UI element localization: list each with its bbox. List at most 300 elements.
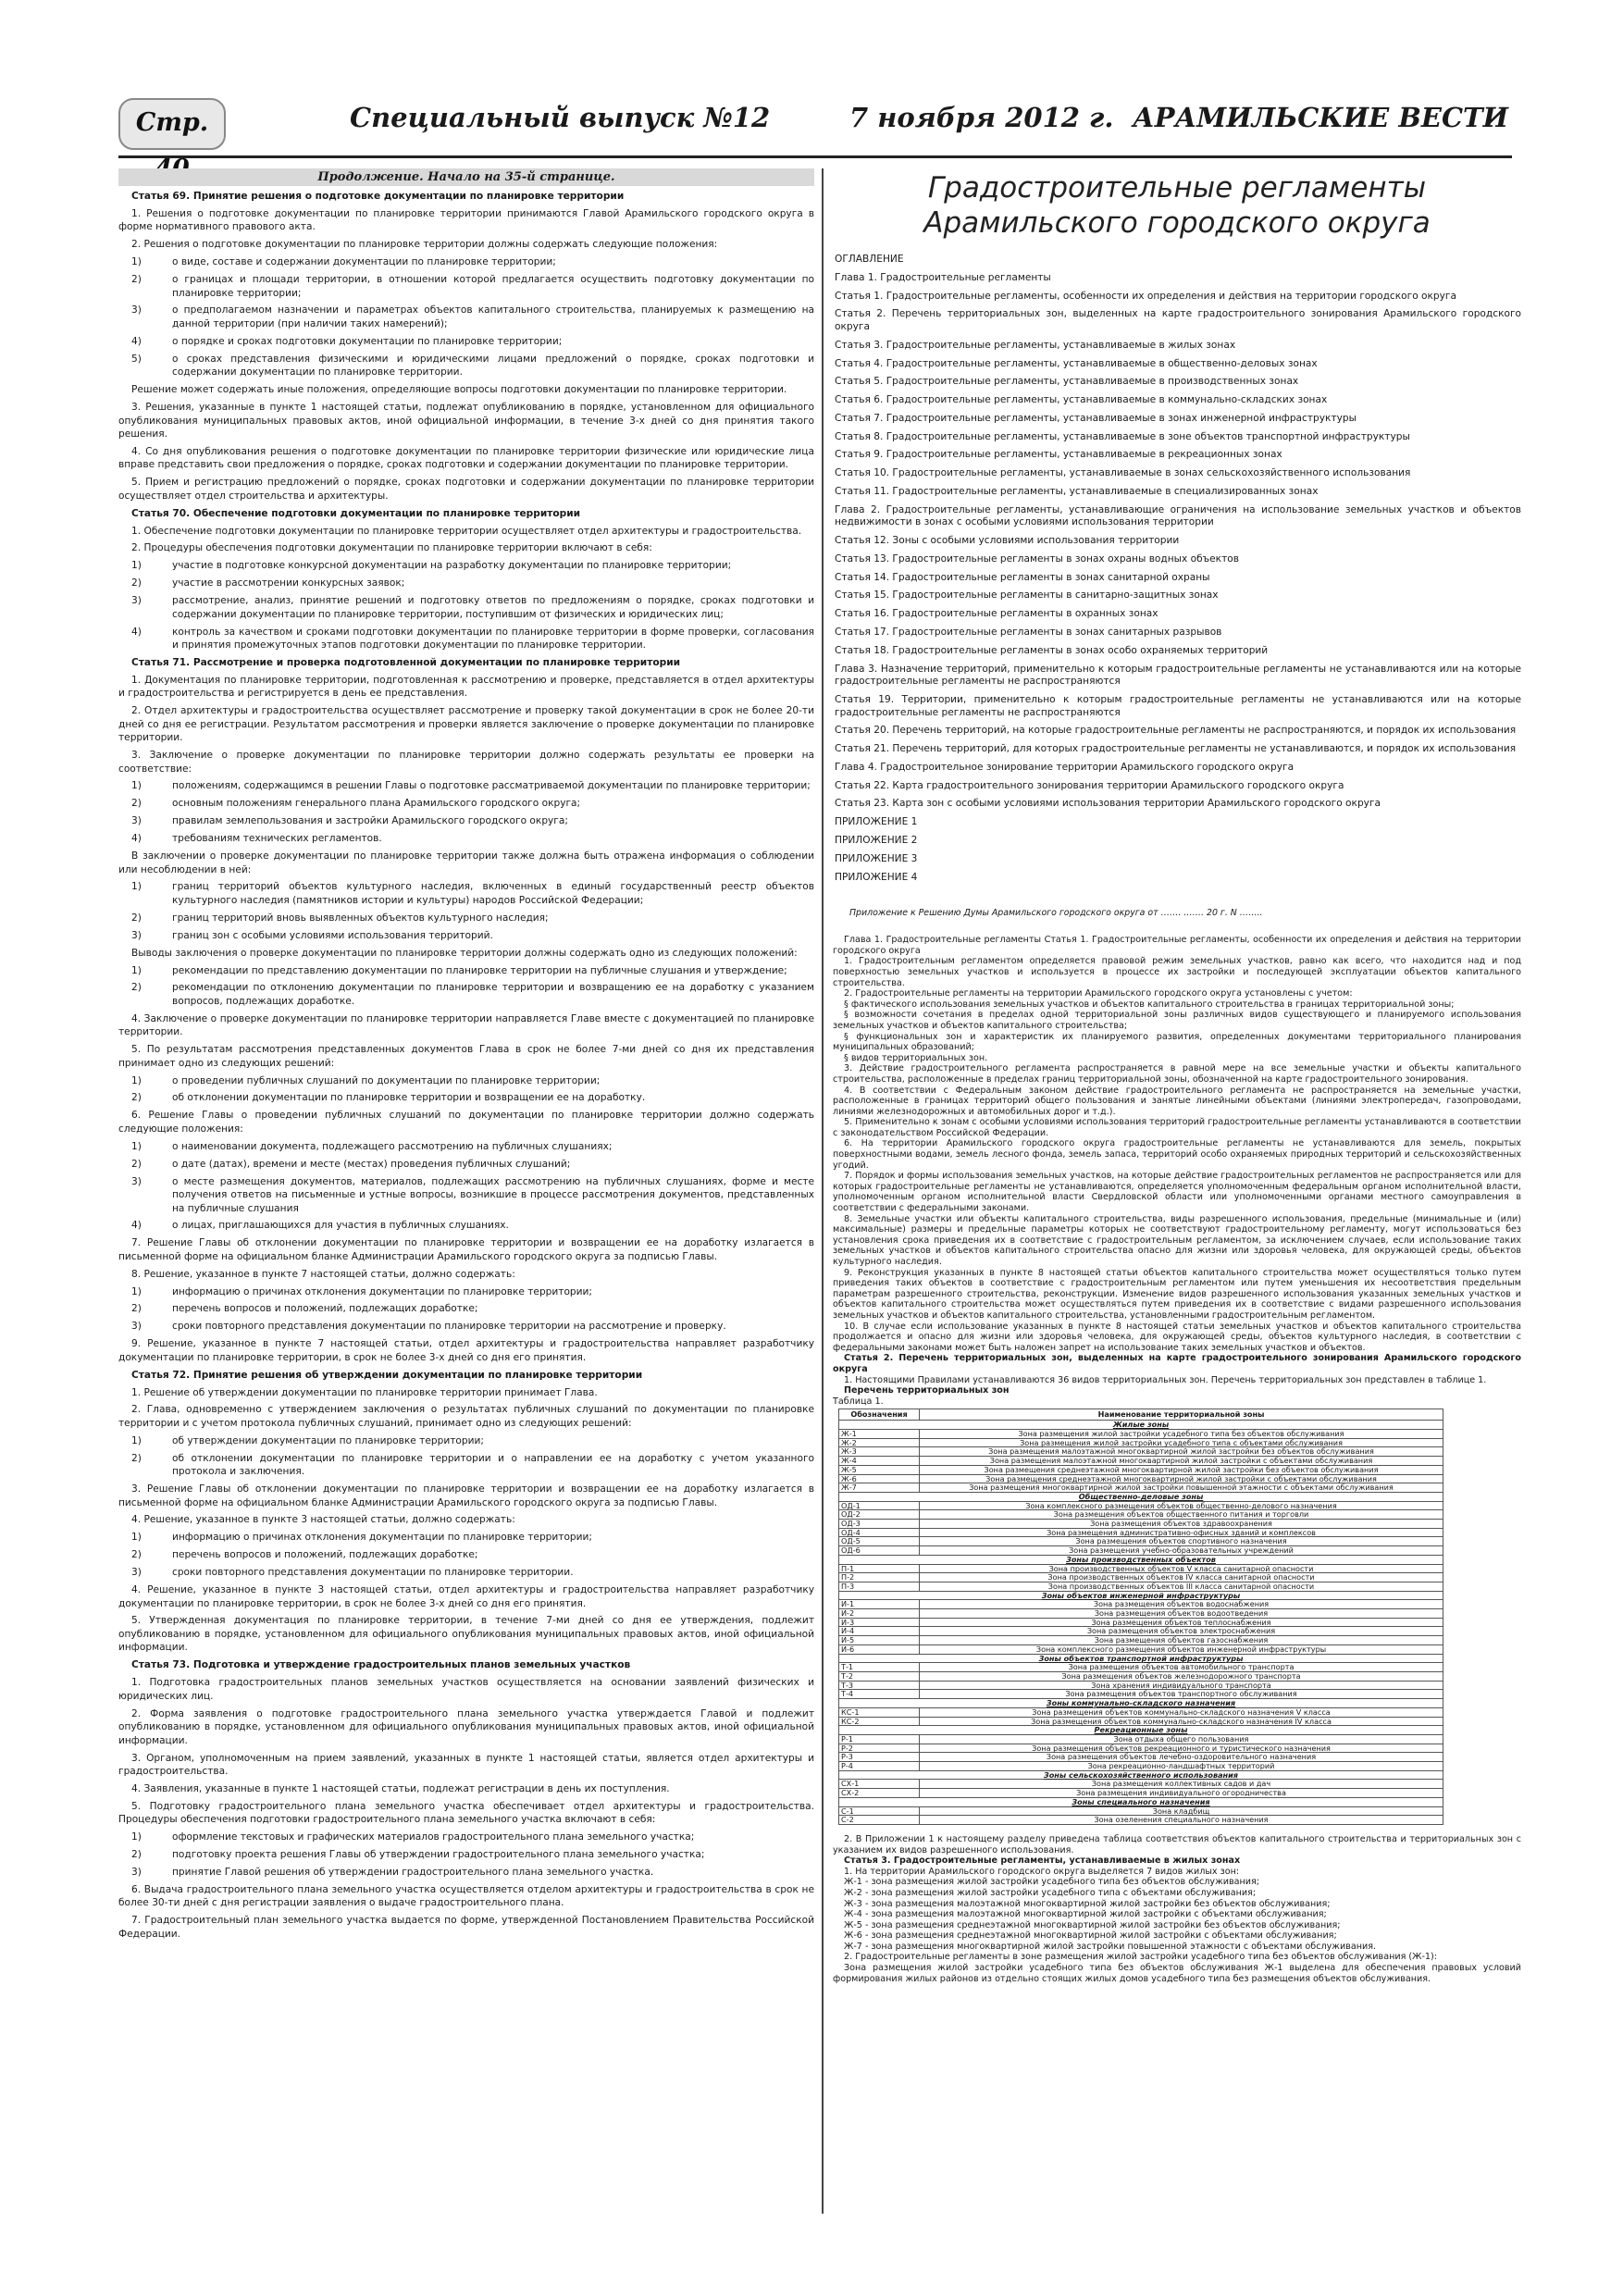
paragraph: § возможности сочетания в пределах одной территориальной зоны различных видов существующего и планируемого использования земельных участков и объектов капитального строительства; [833, 1010, 1521, 1031]
document-title-line-2: Арамильского городского округа [923, 206, 1431, 240]
paragraph: 7. Порядок и формы использования земельных участков, на которые действие градостроительных регламентов не распространяется или для которых градостроительные регламенты не устанавливаются, определяется уполномоченным федеральным органом исполнительной власти, уполномоченным органом исполнительной власти Свердловской области или уполномоченными органами местного самоуправления в соответствии с федеральными законами. [833, 1171, 1521, 1214]
list-item-number: 2) [131, 1549, 142, 1561]
zone-name: Зона хранения индивидуального транспорта [920, 1681, 1443, 1690]
paragraph: 4. Заключение о проверке документации по планировке территории направляется Главе вместе с документацией по планировке территории. [118, 1012, 814, 1038]
paragraph: 1. Настоящими Правилами устанавливаются 36 видов территориальных зон. Перечень территориальных зон представлен в таблице 1. [844, 1374, 1487, 1385]
list-item-text: основным положениям генерального плана Арамильского городского округа; [172, 798, 581, 810]
zone-name: Зона отдыха общего пользования [920, 1734, 1443, 1744]
zone-name: Зона размещения жилой застройки усадебного типа без объектов обслуживания [920, 1430, 1443, 1439]
list-item [118, 353, 814, 379]
zone-group-title: Зоны производственных объектов [839, 1555, 1443, 1564]
table-row [839, 1734, 1443, 1744]
zone-code: П-1 [839, 1564, 920, 1573]
table-row [839, 1609, 1443, 1619]
zone-code: Ж-1 [839, 1430, 920, 1439]
list-item-text: сроки повторного представления документации по планировке территории на рассмотрение и проверку. [172, 1321, 726, 1333]
list-item [118, 1175, 814, 1216]
paragraph: 3. Заключение о проверке документации по планировке территории должно содержать результаты ее проверки на соответствие: [118, 750, 814, 775]
toc-entry: Статья 12. Зоны с особыми условиями использования территории [835, 535, 1180, 547]
list-item [118, 577, 814, 590]
toc-entry: Статья 7. Градостроительные регламенты, устанавливаемые в зонах инженерной инфраструктуры [835, 412, 1357, 424]
list-item-text: о дате (датах), времени и месте (местах) проведения публичных слушаний; [172, 1158, 571, 1170]
zone-name: Зона размещения объектов спортивного назначения [920, 1537, 1443, 1546]
zone-code: Р-1 [839, 1734, 920, 1744]
zone-name: Зона размещения объектов общественного питания и торговли [920, 1510, 1443, 1520]
zone-name: Зона размещения объектов транспортного обслуживания [920, 1690, 1443, 1699]
zone-name: Зона размещения малоэтажной многоквартирной жилой застройки с объектами обслуживания [920, 1457, 1443, 1466]
list-item [118, 1452, 814, 1479]
list-item-number: 1) [131, 780, 142, 792]
list-item [118, 255, 814, 269]
paragraph: Ж-1 - зона размещения жилой застройки усадебного типа без объектов обслуживания; [844, 1877, 1259, 1888]
paragraph: 6. Решение Главы о проведении публичных слушаний по документации по планировке территории должно содержать следующие положения: [118, 1110, 814, 1135]
toc-entry: ОГЛАВЛЕНИЕ [835, 254, 904, 265]
table-header-code: Обозначения [839, 1409, 920, 1421]
toc-entry: Статья 15. Градостроительные регламенты в санитарно-защитных зонах [835, 590, 1219, 602]
list-item [118, 964, 814, 978]
table-group-row [839, 1555, 1443, 1564]
paragraph: Ж-2 - зона размещения жилой застройки усадебного типа с объектами обслуживания; [844, 1887, 1257, 1898]
zone-name: Зона производственных объектов III класса санитарной опасности [920, 1582, 1443, 1591]
paragraph: 2. Градостроительные регламенты на территории Арамильского городского округа установлены с учетом: [844, 988, 1353, 999]
toc-entry: ПРИЛОЖЕНИЕ 3 [835, 852, 918, 864]
zone-group-title: Зоны коммунально-складского назначения [839, 1699, 1443, 1708]
list-item [118, 832, 814, 846]
list-item [118, 1302, 814, 1316]
paragraph: 8. Решение, указанное в пункте 7 настоящей статьи, должно содержать: [131, 1268, 515, 1280]
list-item-text: о проведении публичных слушаний по документации по планировке территории; [172, 1074, 601, 1086]
article-heading: Статья 70. Обеспечение подготовки документации по планировке территории [131, 507, 581, 519]
column-divider [822, 168, 824, 2214]
list-item-text: подготовку проекта решения Главы об утверждении градостроительного плана земельного участка; [172, 1849, 705, 1861]
toc-entry: Статья 20. Перечень территорий, на которые градостроительные регламенты не распространяются, и порядок их использования [835, 725, 1517, 737]
toc-entry: Статья 19. Территории, применительно к которым градостроительные регламенты не устанавливаются или на которые градостроительные регламенты не распространяются [835, 693, 1521, 718]
zone-group-title: Зоны сельскохозяйственного использования [839, 1770, 1443, 1780]
list-item-number: 2) [131, 577, 142, 590]
issue-date: 7 ноября 2012 г. [849, 102, 1114, 133]
zone-group-title: Общественно-деловые зоны [839, 1492, 1443, 1501]
paragraph: 7. Решение Главы об отклонении документации по планировке территории и возвращении ее на доработку излагается в письменной форме на официальном бланке Администрации Арамильского городского округа за подписью Главы. [118, 1237, 814, 1262]
list-item-number: 1) [131, 1831, 142, 1843]
right-article-continuation [833, 1834, 1521, 1984]
list-item [118, 1074, 814, 1088]
paragraph: 5. Прием и регистрацию предложений о порядке, сроках подготовки и содержании документации по планировке территории осуществляет отдел строительства и архитектуры. [118, 477, 814, 502]
list-item-number: 1) [131, 1532, 142, 1544]
table-row [839, 1789, 1443, 1798]
paragraph: 2. Отдел архитектуры и градостроительства осуществляет рассмотрение и проверку такой документации в срок не более 20-ти дней со дня ее регистрации. Результатом рассмотрения и проверки является заключение о проверке документации по планировке территории. [118, 705, 814, 744]
zone-name: Зона размещения административно-офисных зданий и комплексов [920, 1528, 1443, 1537]
zone-code: И-2 [839, 1609, 920, 1619]
list-item [118, 304, 814, 330]
article-heading: Статья 2. Перечень территориальных зон, выделенных на карте градостроительного зонирования Арамильского городского округа [833, 1353, 1521, 1374]
left-article-body [118, 190, 814, 1941]
zone-code: ОД-3 [839, 1520, 920, 1529]
paragraph: Ж-4 - зона размещения малоэтажной многоквартирной жилой застройки с объектами обслуживания; [844, 1909, 1327, 1920]
paragraph: 9. Решение, указанное в пункте 7 настоящей статьи, отдел архитектуры и градостроительства направляет разработчику документации по планировке территории, в срок не более 3-х дней со дня его принятия. [118, 1338, 814, 1363]
zone-name: Зона комплексного размещения объектов инженерной инфраструктуры [920, 1644, 1443, 1654]
list-item-text: рекомендации по представлению документации по планировке территории на публичные слушания и утверждение; [172, 964, 787, 976]
list-item-text: требованиям технических регламентов. [172, 833, 382, 845]
toc-entry: Статья 8. Градостроительные регламенты, устанавливаемые в зоне объектов транспортной инфраструктуры [835, 430, 1410, 442]
zone-code: ОД-2 [839, 1510, 920, 1520]
article-heading: Статья 3. Градостроительные регламенты, устанавливаемые в жилых зонах [844, 1855, 1241, 1867]
list-item-text: информацию о причинах отклонения документации по планировке территории; [172, 1285, 592, 1297]
list-item-text: контроль за качеством и сроками подготовки документации по планировке территории в форме проверки, согласования и принятия промежуточных этапов подготовки документации по планировке территории. [172, 626, 814, 652]
zone-name: Зона озеленения специального назначения [920, 1816, 1443, 1825]
zone-name: Зона размещения жилой застройки усадебного типа с объектами обслуживания [920, 1438, 1443, 1447]
zone-code: Р-4 [839, 1762, 920, 1771]
list-item-number: 2) [131, 982, 142, 994]
masthead [118, 89, 1512, 158]
paragraph: § фактического использования земельных участков и объектов капитального строительства в границах территориальной зоны; [844, 999, 1455, 1010]
list-item-text: об отклонении документации по планировке территории и о направлении ее на доработку с учетом указанного протокола и заключения. [172, 1452, 814, 1478]
zone-group-title: Жилые зоны [839, 1421, 1443, 1430]
list-item [118, 1548, 814, 1562]
list-item-number: 3) [131, 929, 142, 941]
paragraph: Зона размещения жилой застройки усадебного типа без объектов обслуживания Ж-1 выделена для обеспечения правовых условий формирования жилых районов из отдельно стоящих жилых домов усадебного типа без размещения объектов обслуживания. [833, 1963, 1521, 1984]
list-item [118, 1285, 814, 1299]
table-row [839, 1636, 1443, 1645]
list-item [118, 1566, 814, 1580]
paragraph: 3. Действие градостроительного регламента распространяется в равной мере на все земельные участки и объекты капитального строительства, расположенные в пределах границ территориальной зоны, обозначенной на карте градостроительного зонирования. [833, 1063, 1521, 1085]
zone-code: С-1 [839, 1806, 920, 1816]
paragraph: Таблица 1. [833, 1396, 884, 1407]
toc-entry: Статья 9. Градостроительные регламенты, устанавливаемые в рекреационных зонах [835, 449, 1282, 461]
paragraph: 2. Процедуры обеспечения подготовки документации по планировке территории включают в себя: [131, 542, 652, 554]
toc-entry: Глава 2. Градостроительные регламенты, устанавливающие ограничения на использование земельных участков и объектов недвижимости в зонах с особыми условиями использования территории [835, 503, 1521, 528]
zone-code: КС-2 [839, 1717, 920, 1726]
table-group-row [839, 1797, 1443, 1806]
table-row [839, 1546, 1443, 1556]
toc-entry: Статья 6. Градостроительные регламенты, устанавливаемые в коммунально-складских зонах [835, 394, 1328, 406]
zone-name: Зона размещения объектов водоснабжения [920, 1600, 1443, 1609]
toc-entry: Статья 10. Градостроительные регламенты, устанавливаемые в зонах сельскохозяйственного использования [835, 467, 1411, 479]
paragraph: 7. Градостроительный план земельного участка выдается по форме, утвержденной Постановлением Правительства Российской Федерации. [118, 1915, 814, 1940]
list-item-number: 3) [131, 815, 142, 827]
list-item-number: 2) [131, 912, 142, 924]
list-item-text: перечень вопросов и положений, подлежащих доработке; [172, 1303, 478, 1315]
paragraph: 3. Решения, указанные в пункте 1 настоящей статьи, подлежат опубликованию в порядке, установленном для официального опубликования муниципальных правовых актов, иной официальной информации, в течение 3-х дней со дня принятия такого решения. [118, 402, 814, 441]
list-item [118, 814, 814, 828]
list-item-text: о виде, составе и содержании документации по планировке территории; [172, 256, 556, 268]
list-item [118, 594, 814, 621]
paragraph: 4. Заявления, указанные в пункте 1 настоящей статьи, подлежат регистрации в день их поступления. [131, 1782, 670, 1794]
zone-name: Зона размещения учебно-образовательных учреждений [920, 1546, 1443, 1556]
list-item [118, 1091, 814, 1105]
zone-group-title: Зоны объектов транспортной инфраструктуры [839, 1654, 1443, 1663]
list-item [118, 797, 814, 811]
paragraph: § видов территориальных зон. [844, 1052, 988, 1063]
zone-code: И-4 [839, 1627, 920, 1636]
table-row [839, 1672, 1443, 1682]
zone-code: Т-2 [839, 1672, 920, 1682]
list-item-number: 1) [131, 1140, 142, 1152]
list-item [118, 1848, 814, 1862]
table-row [839, 1457, 1443, 1466]
zone-code: Ж-3 [839, 1447, 920, 1457]
list-item-number: 3) [131, 1175, 142, 1187]
toc-entry: Глава 1. Градостроительные регламенты [835, 271, 1051, 283]
toc-entry: Статья 5. Градостроительные регламенты, устанавливаемые в производственных зонах [835, 376, 1299, 388]
toc-entry: Статья 21. Перечень территорий, для которых градостроительные регламенты не устанавливаются, и порядок их использования [835, 743, 1517, 755]
zone-code: П-3 [839, 1582, 920, 1591]
list-item [118, 1140, 814, 1154]
paragraph: 3. Органом, уполномоченным на прием заявлений, указанных в пункте 1 настоящей статьи, является отдел архитектуры и градостроительства. [118, 1752, 814, 1777]
zone-code: СХ-2 [839, 1789, 920, 1798]
list-item [118, 1320, 814, 1334]
table-row [839, 1483, 1443, 1493]
list-item-number: 4) [131, 833, 142, 845]
paragraph: 10. В случае если использование указанных в пункте 8 настоящей статьи земельных участков и объектов капитального строительства продолжается и опасно для жизни или здоровья человека, для окружающей среды, объектов культурного наследия, в соответствии с федеральными законами может быть наложен запрет на использование таких земельных участков и объектов. [833, 1321, 1521, 1353]
list-item-number: 3) [131, 304, 142, 316]
list-item [118, 1158, 814, 1172]
table-row [839, 1762, 1443, 1771]
article-heading: Статья 71. Рассмотрение и проверка подготовленной документации по планировке территории [131, 656, 681, 668]
paragraph: 2. Градостроительные регламенты в зоне размещения жилой застройки усадебного типа без объектов обслуживания (Ж-1): [844, 1952, 1438, 1963]
toc-entry: Статья 1. Градостроительные регламенты, особенности их определения и действия на территории городского округа [835, 290, 1456, 302]
list-item-number: 3) [131, 1567, 142, 1579]
list-item-text: участие в подготовке конкурсной документации на разработку документации по планировке территории; [172, 560, 732, 572]
list-item-text: оформление текстовых и графических материалов градостроительного плана земельного участка; [172, 1831, 695, 1843]
table-group-row [839, 1726, 1443, 1735]
list-item-number: 1) [131, 560, 142, 572]
zone-code: Т-4 [839, 1690, 920, 1699]
paragraph: 2. В Приложении 1 к настоящему разделу приведена таблица соответствия объектов капитального строительства и территориальных зон с указанием их видов разрешенного использования. [833, 1833, 1521, 1855]
zone-group-title: Зоны объектов инженерной инфраструктуры [839, 1591, 1443, 1600]
list-item [118, 880, 814, 907]
list-item-text: информацию о причинах отклонения документации по планировке территории; [172, 1532, 592, 1544]
zone-name: Зона размещения среднеэтажной многоквартирной жилой застройки с объектами обслуживания [920, 1474, 1443, 1483]
article-heading: Статья 69. Принятие решения о подготовке документации по планировке территории [131, 191, 625, 202]
zone-code: Т-1 [839, 1663, 920, 1672]
toc-entry: Статья 3. Градостроительные регламенты, устанавливаемые в жилых зонах [835, 339, 1236, 351]
table-header-name: Наименование территориальной зоны [920, 1409, 1443, 1421]
toc-entry: ПРИЛОЖЕНИЕ 4 [835, 871, 918, 883]
list-item-text: границ территорий вновь выявленных объектов культурного наследия; [172, 912, 549, 924]
paragraph: 4. Решение, указанное в пункте 3 настоящей статьи, отдел архитектуры и градостроительства направляет разработчику документации по планировке территории, в срок не более 3-х дней со дня его принятия. [118, 1584, 814, 1609]
zone-group-title: Рекреационные зоны [839, 1726, 1443, 1735]
list-item [118, 981, 814, 1008]
zone-code: ОД-4 [839, 1528, 920, 1537]
list-item-text: правилам землепользования и застройки Арамильского городского округа; [172, 815, 568, 827]
list-item-number: 3) [131, 595, 142, 607]
zone-group-title: Зоны специального назначения [839, 1797, 1443, 1806]
document-title-line-1: Градостроительные регламенты [927, 171, 1427, 205]
paragraph: § функциональных зон и характеристик их планируемого развития, определенных документами территориального планирования муниципальных образований; [833, 1031, 1521, 1053]
list-item-number: 5) [131, 353, 142, 365]
paragraph: Ж-5 - зона размещения среднеэтажной многоквартирной жилой застройки без объектов обслуживания; [844, 1919, 1341, 1930]
zone-code: И-5 [839, 1636, 920, 1645]
list-item-text: о лицах, приглашающихся для участия в публичных слушаниях. [172, 1220, 509, 1232]
list-item-number: 2) [131, 798, 142, 810]
zone-name: Зона размещения объектов коммунально-складского назначения IV класса [920, 1717, 1443, 1726]
zone-code: ОД-6 [839, 1546, 920, 1556]
toc-entry: Статья 11. Градостроительные регламенты, устанавливаемые в специализированных зонах [835, 485, 1319, 497]
list-item-text: участие в рассмотрении конкурсных заявок; [172, 577, 405, 590]
zone-name: Зона размещения объектов электроснабжения [920, 1627, 1443, 1636]
paragraph: 1. Решение об утверждении документации по планировке территории принимает Глава. [131, 1386, 598, 1398]
list-item-text: перечень вопросов и положений, подлежащих доработке; [172, 1549, 478, 1561]
zone-code: Ж-2 [839, 1438, 920, 1447]
list-item-number: 1) [131, 256, 142, 268]
zone-code: С-2 [839, 1816, 920, 1825]
table-row [839, 1573, 1443, 1582]
list-item-number: 1) [131, 1074, 142, 1086]
toc-entry: Глава 4. Градостроительное зонирование территории Арамильского городского округа [835, 761, 1295, 773]
toc-entry: Статья 4. Градостроительные регламенты, устанавливаемые в общественно-деловых зонах [835, 357, 1318, 369]
paragraph: 5. Применительно к зонам с особыми условиями использования территорий градостроительные регламенты устанавливаются в соответствии с законодательством Российской Федерации. [833, 1117, 1521, 1138]
toc-entry: Статья 17. Градостроительные регламенты в зонах санитарных разрывов [835, 627, 1222, 639]
continuation-banner: Продолжение. Начало на 35-й странице. [118, 168, 814, 186]
zone-name: Зона размещения коллективных садов и дач [920, 1780, 1443, 1789]
zone-code: ОД-5 [839, 1537, 920, 1546]
zone-code: Р-3 [839, 1753, 920, 1762]
list-item-text: границ зон с особыми условиями использования территорий. [172, 929, 493, 941]
list-item-text: принятие Главой решения об утверждении градостроительного плана земельного участка. [172, 1866, 654, 1878]
zone-code: П-2 [839, 1573, 920, 1582]
list-item-number: 3) [131, 1866, 142, 1878]
list-item-number: 4) [131, 626, 142, 638]
zone-name: Зона размещения объектов лечебно-оздоровительного назначения [920, 1753, 1443, 1762]
paragraph: 3. Решение Главы об отклонении документации по планировке территории и возвращении ее на доработку излагается в письменной форме на официальном бланке Администрации Арамильского городского округа за подписью Главы. [118, 1483, 814, 1508]
table-row [839, 1816, 1443, 1825]
toc-entry: ПРИЛОЖЕНИЕ 1 [835, 816, 918, 828]
list-item-number: 4) [131, 1220, 142, 1232]
zone-name: Зона размещения объектов водоотведения [920, 1609, 1443, 1619]
paragraph: 4. Решение, указанное в пункте 3 настоящей статьи, должно содержать: [131, 1514, 515, 1526]
zones-table [838, 1409, 1443, 1825]
zone-code: И-6 [839, 1644, 920, 1654]
paragraph: 6. На территории Арамильского городского округа градостроительные регламенты не устанавливаются для земель, покрытых поверхностными водами, земель лесного фонда, земель запаса, территорий особо охраняемых природных территорий и сельскохозяйственных угодий. [833, 1138, 1521, 1171]
toc-entry: Статья 13. Градостроительные регламенты в зонах охраны водных объектов [835, 552, 1239, 565]
paragraph: 4. В соответствии с Федеральным законом действие градостроительного регламента не распространяется на земельные участки, расположенные в границах территорий общего пользования и занятые линейными объектами (линиями электропередач, газопроводами, линиями железнодорожных и автомобильных дорог и т.д.). [833, 1085, 1521, 1117]
list-item [118, 335, 814, 349]
table-row [839, 1582, 1443, 1591]
list-item [118, 1831, 814, 1844]
toc-entry: Статья 23. Карта зон с особыми условиями использования территории Арамильского городского округа [835, 798, 1381, 810]
table-row [839, 1707, 1443, 1717]
paragraph: Ж-6 - зона размещения среднеэтажной многоквартирной жилой застройки с объектами обслуживания; [844, 1930, 1337, 1942]
paragraph: 1. Подготовка градостроительных планов земельных участков осуществляется на основании заявлений физических и юридических лиц. [118, 1677, 814, 1702]
list-item-number: 1) [131, 964, 142, 976]
zone-code: Т-3 [839, 1681, 920, 1690]
list-item [118, 912, 814, 925]
zone-name: Зона размещения объектов рекреационного и туристического назначения [920, 1744, 1443, 1753]
zone-name: Зона производственных объектов IV класса санитарной опасности [920, 1573, 1443, 1582]
zone-name: Зона размещения среднеэтажной многоквартирной жилой застройки без объектов обслуживания [920, 1465, 1443, 1474]
zone-code: Р-2 [839, 1744, 920, 1753]
table-row [839, 1430, 1443, 1439]
paragraph: Глава 1. Градостроительные регламенты Статья 1. Градостроительные регламенты, особенности их определения и действия на территории городского округа [833, 935, 1521, 956]
zone-code: Ж-4 [839, 1457, 920, 1466]
annex-note: Приложение к Решению Думы Арамильского городского округа от ……. ……. 20 г. N …….. [849, 908, 1263, 919]
list-item-number: 4) [131, 335, 142, 347]
list-item [118, 779, 814, 793]
list-item [118, 1866, 814, 1880]
list-item-text: положениям, содержащимся в решении Главы о подготовке рассматриваемой документации по планировке территории; [172, 780, 811, 792]
paragraph: 5. Утвержденная документация по планировке территории, в течение 7-ми дней со дня ее утверждения, подлежит опубликованию в порядке, установленном для официального опубликования муниципальных правовых актов, иной официальной информации. [118, 1615, 814, 1654]
toc-entry: Статья 22. Карта градостроительного зонирования территории Арамильского городского округа [835, 779, 1344, 791]
paragraph: 8. Земельные участки или объекты капитального строительства, виды разрешенного использования, предельные (минимальные и (или) максимальные) размеры и предельные параметры которых не соответствуют градостроительному регламенту, могут использоваться без установления срока приведения их в соответствие с градостроительным регламентом, за исключением случаев, если использование таких земельных участков и объектов капитального строительства опасно для жизни или здоровья человека, для окружающей среды, объектов культурного наследия. [833, 1213, 1521, 1267]
zone-name: Зона размещения объектов автомобильного транспорта [920, 1663, 1443, 1672]
article-heading: Статья 73. Подготовка и утверждение градостроительных планов земельных участков [131, 1659, 631, 1671]
paragraph: 2. Глава, одновременно с утверждением заключения о результатах публичных слушаний по документации по планировке территории и с учетом протокола публичных слушаний, принимает одно из следующих решений: [118, 1404, 814, 1429]
list-item-text: об отклонении документации по планировке территории и возвращении ее на доработку. [172, 1092, 646, 1104]
list-item-text: о сроках представления физическими и юридическими лицами предложений о порядке, сроках подготовки и содержании документации по планировке территории. [172, 353, 814, 379]
paragraph: 1. Обеспечение подготовки документации по планировке территории осуществляет отдел архитектуры и градостроительства. [131, 525, 802, 537]
table-row [839, 1644, 1443, 1654]
paragraph: 9. Реконструкция указанных в пункте 8 настоящей статьи объектов капитального строительства может осуществляться только путем приведения таких объектов в соответствие с градостроительным регламентом или путем уменьшения их несоответствия предельным параметрам разрешенного строительства, реконструкции. Изменение видов разрешенного использования указанных земельных участков и объектов капитального строительства может осуществляться путем приведения их в соответствие с видами разрешенного использования земельных участков и объектов капитального строительства, установленными градостроительным регламентом. [833, 1267, 1521, 1321]
paragraph: Решение может содержать иные положения, определяющие вопросы подготовки документации по планировке территории. [131, 384, 787, 396]
toc-entry: Статья 18. Градостроительные регламенты в зонах особо охраняемых территорий [835, 644, 1269, 656]
list-item [118, 1434, 814, 1448]
zone-code: Ж-7 [839, 1483, 920, 1493]
toc-entry: Статья 16. Градостроительные регламенты в охранных зонах [835, 608, 1158, 620]
list-item-number: 1) [131, 1434, 142, 1446]
toc-entry: Глава 3. Назначение территорий, применительно к которым градостроительные регламенты не устанавливаются или на которые градостроительные регламенты не распространяются [835, 663, 1521, 688]
list-item-text: о границах и площади территории, в отношении которой предлагается осуществить подготовку документации по планировке территории; [172, 274, 814, 299]
list-item [118, 559, 814, 573]
toc-entry: Статья 14. Градостроительные регламенты в зонах санитарной охраны [835, 571, 1210, 583]
document-title [833, 168, 1521, 241]
zone-name: Зона размещения объектов коммунально-складского назначения V класса [920, 1707, 1443, 1717]
zone-name: Зона размещения многоквартирной жилой застройки повышенной этажности с объектами обслуживания [920, 1483, 1443, 1493]
right-column [833, 168, 1521, 2223]
toc-entry: ПРИЛОЖЕНИЕ 2 [835, 835, 918, 847]
right-article-body [833, 935, 1521, 1407]
article-heading: Статья 72. Принятие решения об утверждении документации по планировке территории [131, 1369, 643, 1381]
table-row [839, 1520, 1443, 1529]
list-item [118, 929, 814, 943]
zone-name: Зона размещения объектов газоснабжения [920, 1636, 1443, 1645]
paragraph: Ж-3 - зона размещения малоэтажной многоквартирной жилой застройки без объектов обслуживания; [844, 1898, 1331, 1909]
paragraph: 5. Подготовку градостроительного плана земельного участка обеспечивает отдел архитектуры и градостроительства. Процедуры обеспечения подготовки градостроительного плана земельного участка включают в себя: [118, 1800, 814, 1826]
list-item-number: 2) [131, 1452, 142, 1464]
zone-name: Зона размещения объектов железнодорожного транспорта [920, 1672, 1443, 1682]
list-item-text: о наименовании документа, подлежащего рассмотрению на публичных слушаниях; [172, 1140, 613, 1152]
paragraph: 2. Форма заявления о подготовке градостроительного плана земельного участка утверждается Главой и подлежит опубликованию в порядке, установленном для официального опубликования муниципальных правовых актов, иной официальной информации. [118, 1707, 814, 1746]
list-item-number: 2) [131, 274, 142, 286]
list-item [118, 1531, 814, 1545]
paragraph: 4. Со дня опубликования решения о подготовке документации по планировке территории физические или юридические лица вправе представить свои предложения о порядке, сроках подготовки и содержании документации по планировке территории. [118, 445, 814, 471]
list-item [118, 626, 814, 652]
zone-name: Зона размещения объектов здравоохранения [920, 1520, 1443, 1529]
zone-code: И-3 [839, 1618, 920, 1627]
zone-name: Зона производственных объектов V класса санитарной опасности [920, 1564, 1443, 1573]
list-item-text: рассмотрение, анализ, принятие решений и подготовку ответов по предложениям о порядке, сроках подготовки и содержании документации по планировке территории, поступившим от физических и юридических лиц; [172, 595, 814, 620]
paragraph: В заключении о проверке документации по планировке территории также должна быть отражена информация о соблюдении или несоблюдении в ней: [118, 850, 814, 875]
zone-name: Зона комплексного размещения объектов общественно-делового назначения [920, 1501, 1443, 1510]
page-number-badge: Стр. [118, 98, 226, 150]
article-heading: Перечень территориальных зон [844, 1385, 1010, 1396]
zone-code: Ж-5 [839, 1465, 920, 1474]
paragraph: 1. На территории Арамильского городского округа выделяется 7 видов жилых зон: [844, 1866, 1240, 1877]
left-column [118, 168, 814, 2214]
zone-name: Зона кладбищ [920, 1806, 1443, 1816]
list-item-number: 2) [131, 1849, 142, 1861]
paragraph: 2. Решения о подготовке документации по планировке территории должны содержать следующие положения: [131, 239, 718, 251]
newspaper-name: АРАМИЛЬСКИЕ ВЕСТИ [1133, 102, 1508, 133]
list-item-number: 3) [131, 1321, 142, 1333]
table-row [839, 1465, 1443, 1474]
paragraph: 6. Выдача градостроительного плана земельного участка осуществляется отделом архитектуры и градостроительства в срок не более 30-ти дней с дня регистрации заявления о выдаче градостроительного плана. [118, 1883, 814, 1909]
zone-code: ОД-1 [839, 1501, 920, 1510]
list-item-text: о предполагаемом назначении и параметрах объектов капитального строительства, планируемых к размещению на данной территории (при наличии таких намерений); [172, 304, 814, 329]
list-item-number: 1) [131, 1285, 142, 1297]
table-of-contents [833, 254, 1521, 884]
paragraph: 5. По результатам рассмотрения представленных документов Глава в срок не более 7-ми дней со дня их представления принимает одно из следующих решений: [118, 1044, 814, 1069]
list-item-text: рекомендации по отклонению документации по планировке территории и возвращению ее на доработку с указанием вопросов, подлежащих доработке. [172, 982, 814, 1007]
